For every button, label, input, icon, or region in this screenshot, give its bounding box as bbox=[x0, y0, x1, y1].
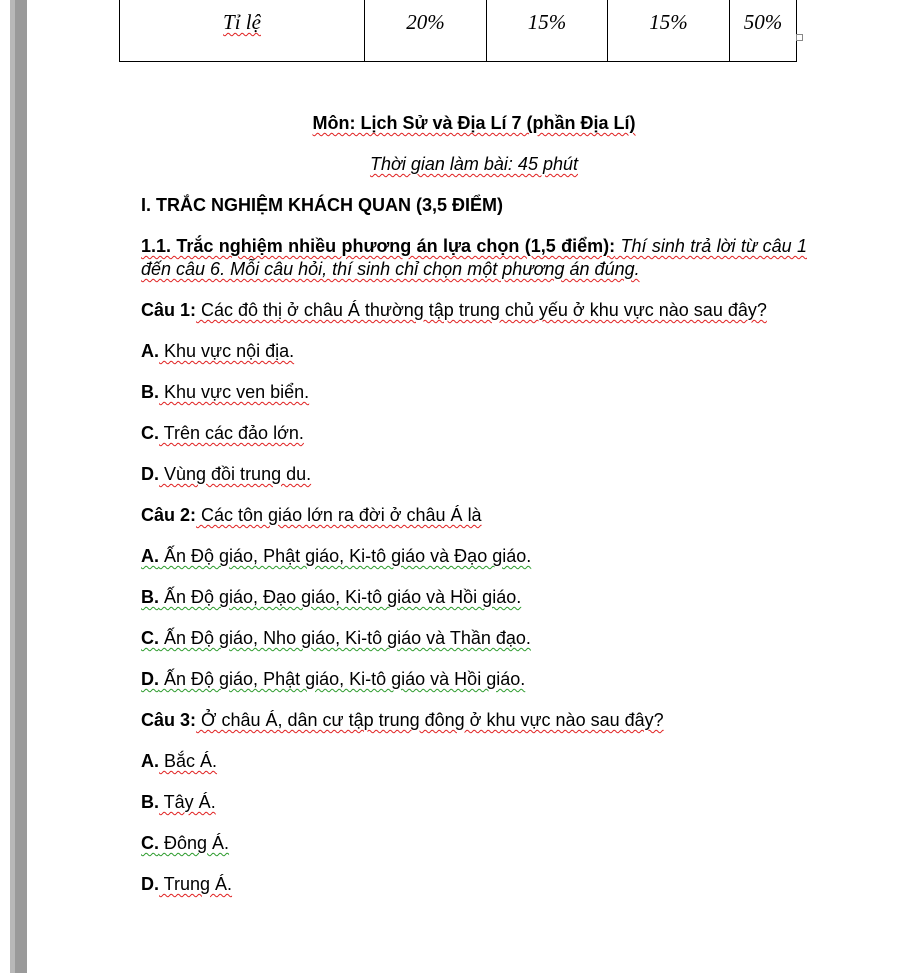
question-label: Câu 3: bbox=[141, 710, 197, 730]
table-cell: 20% bbox=[365, 0, 487, 62]
option: D. Trung Á. bbox=[141, 874, 233, 894]
question-3 bbox=[141, 709, 807, 732]
option: A. Bắc Á. bbox=[141, 751, 218, 771]
subject-title: Môn: Lịch Sử và Địa Lí 7 (phần Địa Lí) bbox=[312, 113, 636, 133]
margin-stripe bbox=[15, 0, 27, 973]
table-resize-handle[interactable] bbox=[796, 34, 803, 41]
exam-time: Thời gian làm bài: 45 phút bbox=[369, 154, 578, 174]
score-table bbox=[119, 0, 797, 62]
table-cell: 50% bbox=[730, 0, 797, 62]
question-text: Các đô thị ở châu Á thường tập trung chủ yếu ở khu vực nào sau đây? bbox=[196, 300, 767, 320]
table-cell: 15% bbox=[608, 0, 730, 62]
option: D. Vùng đồi trung du. bbox=[141, 464, 312, 484]
option: C. Ấn Độ giáo, Nho giáo, Ki-tô giáo và Thần đạo. bbox=[141, 628, 531, 648]
question-label: Câu 2: bbox=[141, 505, 197, 525]
part-title-instruction: Thí sinh trả lời từ câu 1 đến câu 6. Mỗi câu hỏi, thí sinh chỉ chọn một phương án đúng. bbox=[141, 236, 807, 279]
option: B. Tây Á. bbox=[141, 792, 216, 812]
option: B. Khu vực ven biển. bbox=[141, 382, 310, 402]
question-label: Câu 1: bbox=[141, 300, 197, 320]
question-text: Ở châu Á, dân cư tập trung đông ở khu vực nào sau đây? bbox=[196, 710, 664, 730]
option: A. Khu vực nội địa. bbox=[141, 341, 295, 361]
table-cell-label: Tỉ lệ bbox=[120, 0, 365, 62]
option: D. Ấn Độ giáo, Phật giáo, Ki-tô giáo và Hồi giáo. bbox=[141, 669, 526, 689]
table-row bbox=[120, 0, 797, 62]
question-2 bbox=[141, 504, 807, 527]
option: A. Ấn Độ giáo, Phật giáo, Ki-tô giáo và Đạo giáo. bbox=[141, 546, 532, 566]
document-left-margin bbox=[0, 0, 30, 973]
document-content bbox=[141, 112, 807, 914]
question-text: Các tôn giáo lớn ra đời ở châu Á là bbox=[196, 505, 482, 525]
option: B. Ấn Độ giáo, Đạo giáo, Ki-tô giáo và Hồi giáo. bbox=[141, 587, 522, 607]
option: C. Đông Á. bbox=[141, 833, 230, 853]
part-title bbox=[141, 235, 807, 281]
table-cell: 15% bbox=[487, 0, 608, 62]
document-page bbox=[30, 0, 917, 973]
option: C. Trên các đảo lớn. bbox=[141, 423, 304, 443]
part-title-bold: 1.1. Trắc nghiệm nhiều phương án lựa chọn (1,5 điểm): bbox=[141, 236, 616, 256]
section-title: I. TRẮC NGHIỆM KHÁCH QUAN (3,5 ĐIỂM) bbox=[141, 195, 504, 215]
question-1 bbox=[141, 299, 807, 322]
